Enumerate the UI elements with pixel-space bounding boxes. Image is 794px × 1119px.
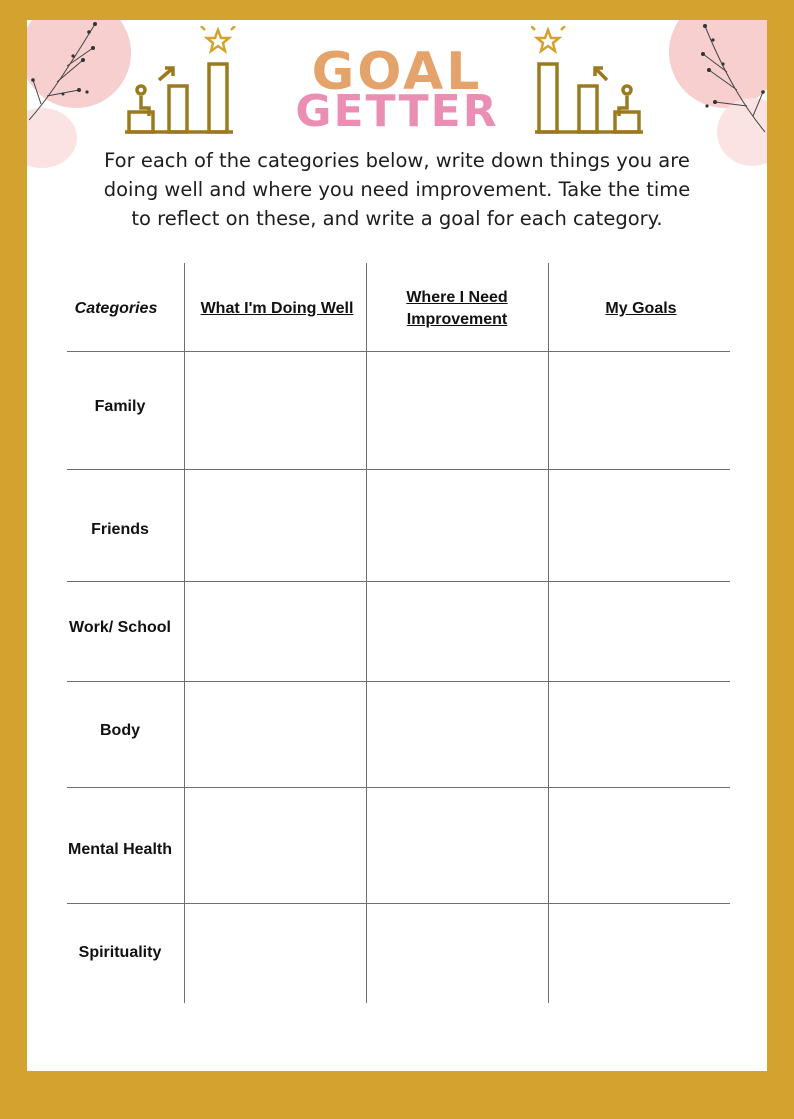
worksheet-page: [27, 20, 767, 1071]
category-family: Family: [94, 398, 146, 415]
row-divider: [67, 903, 730, 904]
category-spirituality: Spirituality: [78, 944, 162, 961]
header-need-improvement-line: Improvement: [406, 311, 508, 328]
row-divider: [67, 681, 730, 682]
intro-line: For each of the categories below, write down things you are: [104, 149, 690, 172]
header-my-goals: My Goals: [605, 300, 677, 317]
header-need-improvement: [369, 287, 545, 331]
header-categories: Categories: [74, 300, 158, 317]
category-friends: Friends: [91, 521, 149, 538]
category-work-school: Work/ School: [69, 619, 171, 636]
header-need-improvement-line: Where I Need: [406, 289, 508, 306]
header-doing-well: What I'm Doing Well: [200, 300, 354, 317]
intro-line: to reflect on these, and write a goal for each category.: [131, 207, 663, 230]
category-body: Body: [100, 722, 140, 739]
column-divider: [366, 263, 367, 1003]
title-goal: GOAL: [311, 42, 483, 102]
category-mental-health: Mental Health: [67, 841, 172, 858]
row-divider: [67, 351, 730, 352]
title-getter: GETTER: [295, 86, 499, 137]
goal-table: [27, 20, 767, 1071]
row-divider: [67, 469, 730, 470]
intro-line: doing well and where you need improvement. Take the time: [103, 178, 691, 201]
row-divider: [67, 787, 730, 788]
row-divider: [67, 581, 730, 582]
column-divider: [548, 263, 549, 1003]
